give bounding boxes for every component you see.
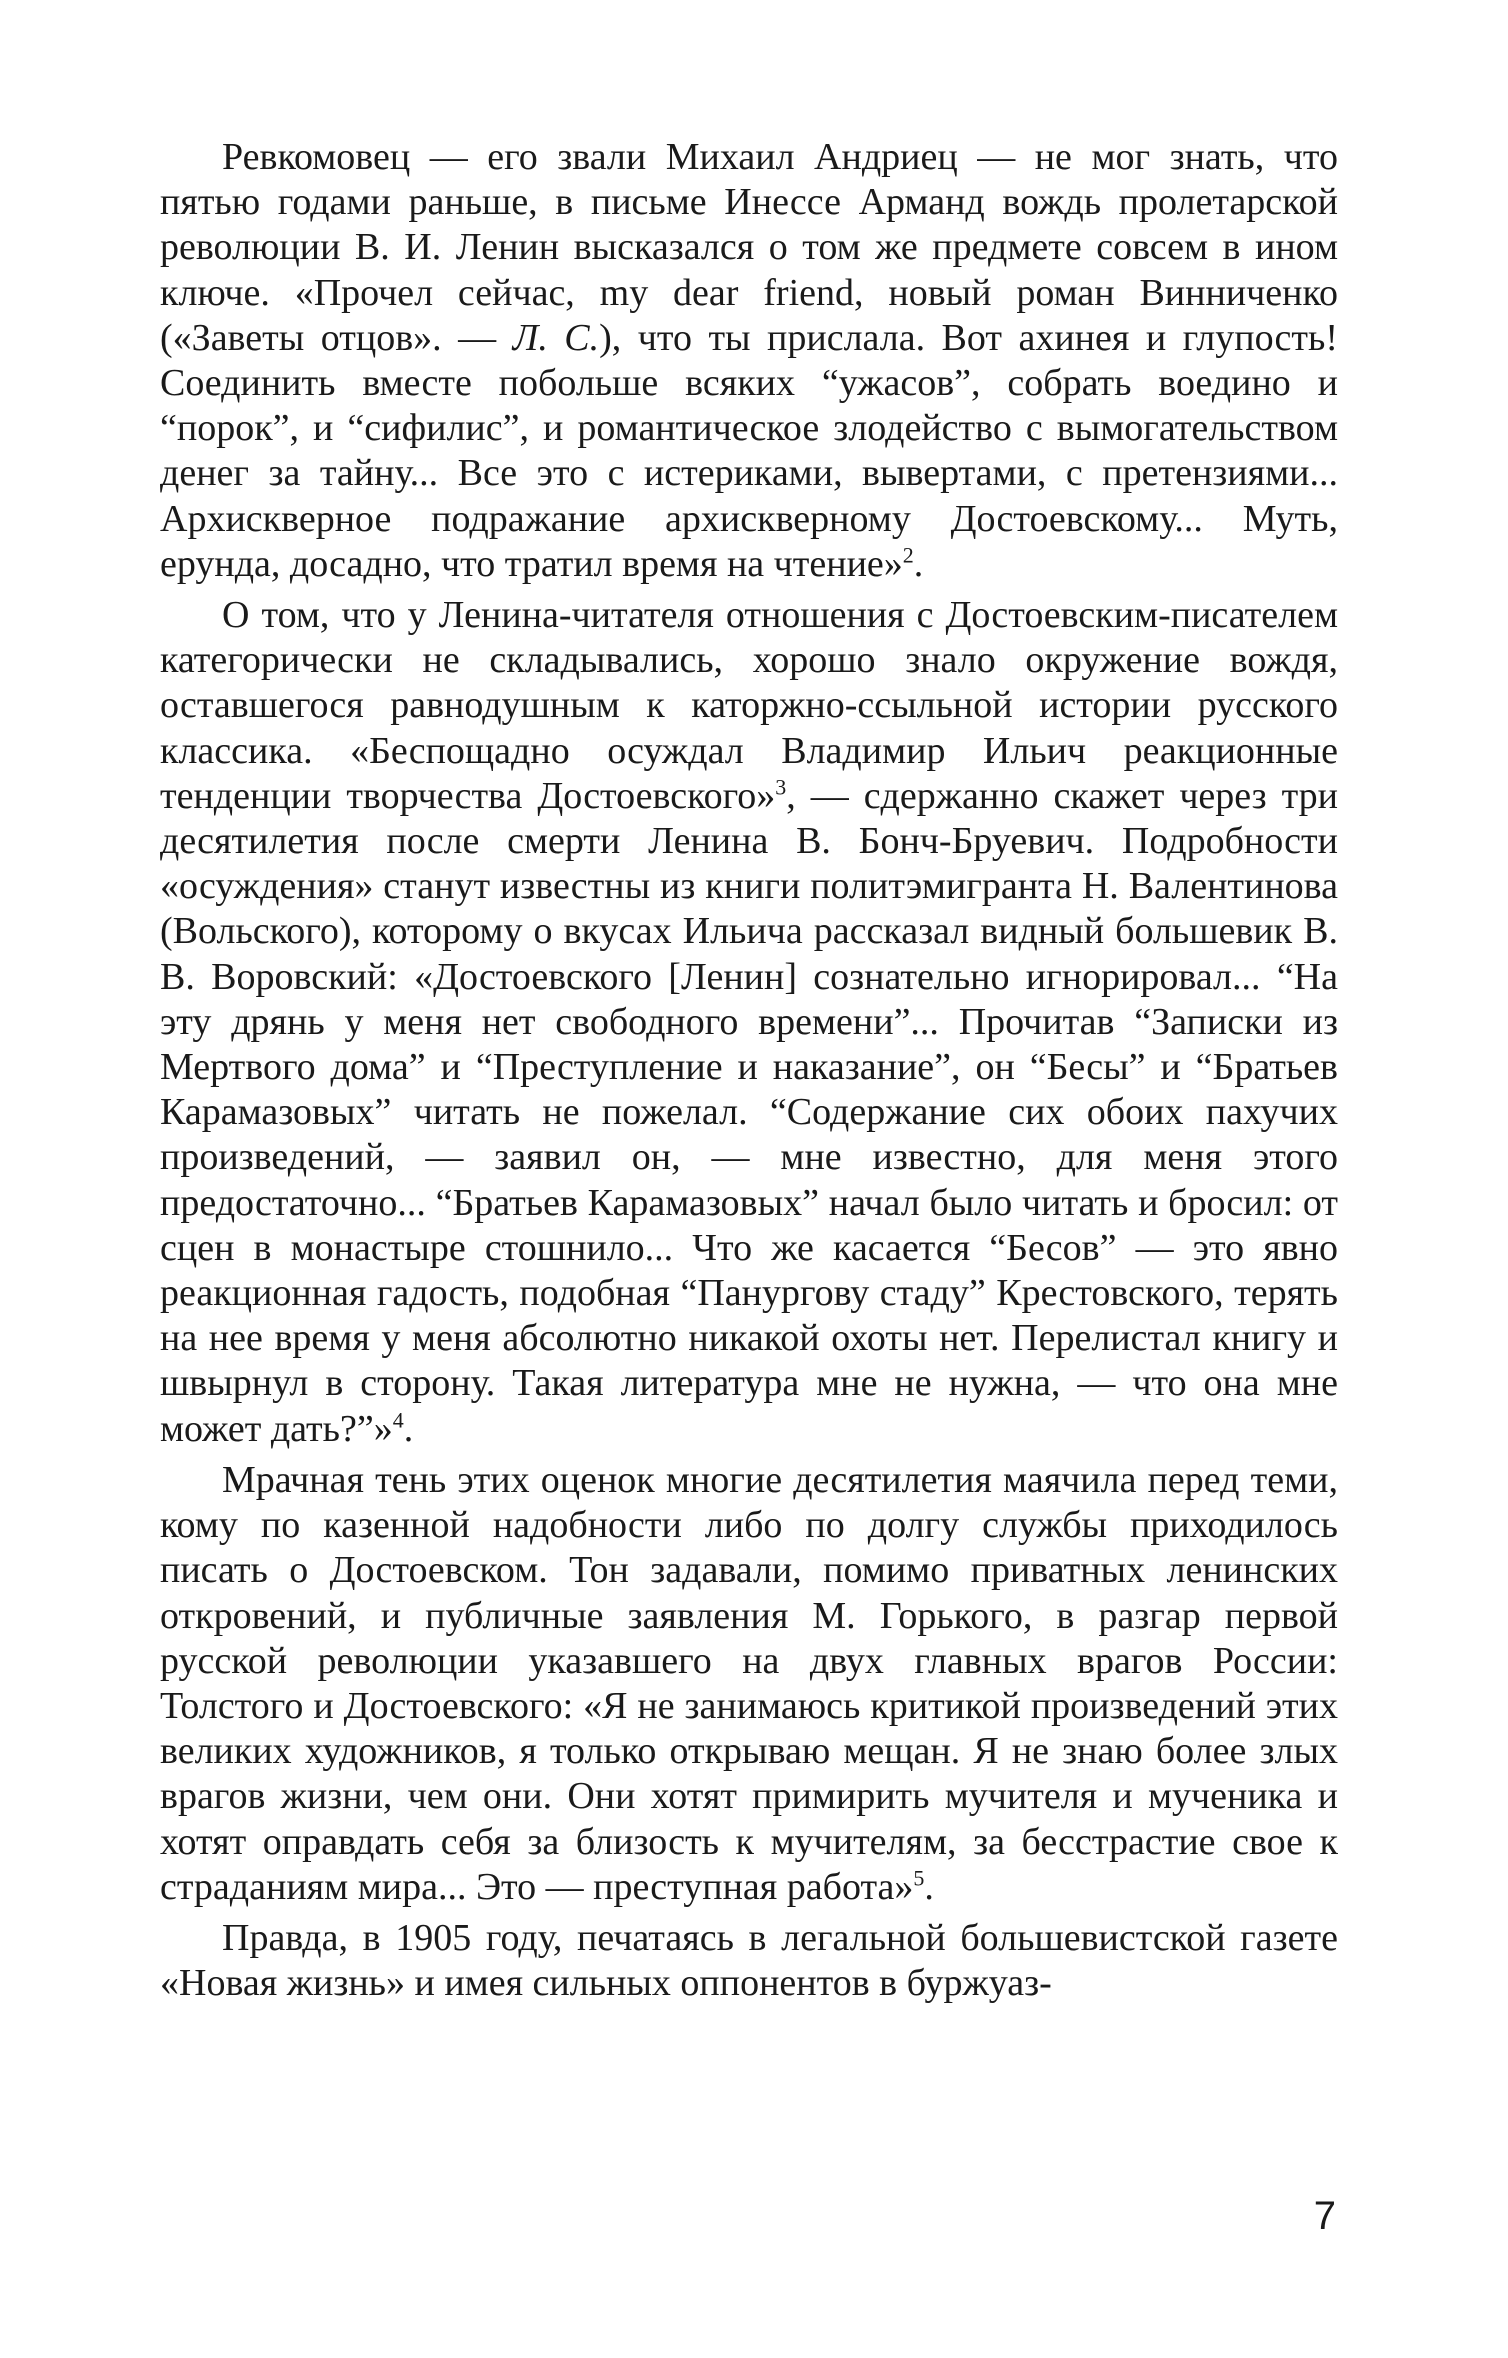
paragraph-1: Ревкомовец — его звали Михаил Андриец — не мог знать, что пятью годами раньше, в письме Инессе Арманд вождь пролетарской революции В. И. Ленин высказался о том же предмете совсем в ином ключе. «Прочел сейчас, my dear friend, новый роман Винниченко («Заветы отцов». — Л. С.), что ты прислала. Вот ахинея и глупость! Соединить вместе побольше всяких “ужасов”, собрать воедино и “порок”, и “сифилис”, и романтическое злодейство с вымогательством денег за тайну... Все это с истериками, вывертами, с претензиями... Архискверное подражание архискверному Достоевскому... Муть, ерунда, досадно, что тратил время на чтение»$^2$. — [160, 136, 1338, 585]
page-body — [160, 135, 1338, 2012]
paragraph-3: Мрачная тень этих оценок многие десятилетия маячила перед теми, кому по казенной надобности либо по долгу службы приходилось писать о Достоевском. Тон задавали, помимо приватных ленинских откровений, и публичные заявления М. Горького, в разгар первой русской революции указавшего на двух главных врагов России: Толстого и Достоевского: «Я не занимаюсь критикой произведений этих великих художников, я только открываю мещан. Я не знаю более злых врагов жизни, чем они. Они хотят примирить мучителя и мученика и хотят оправдать себя за близость к мучителям, за бесстрастие свое к страданиям мира... Это — преступная работа»$^5$. — [160, 1458, 1338, 1908]
page-number: 7 — [1313, 2194, 1336, 2238]
author-initials: Л. С. — [512, 316, 600, 359]
paragraph-2: О том, что у Ленина-читателя отношения с Достоевским-писателем категорически не складывались, хорошо знало окружение вождя, оставшегося равнодушным к каторжно-ссыльной истории русского классика. «Беспощадно осуждал Владимир Ильич реакционные тенденции творчества Достоевского»$^3$, — сдержанно скажет через три десятилетия после смерти Ленина В. Бонч-Бруевич. Подробности «осуждения» станут известны из книги политэмигранта Н. Валентинова (Вольского), которому о вкусах Ильича рассказал видный большевик В. В. Воровский: «Достоевского [Ленин] сознательно игнорировал... “На эту дрянь у меня нет свободного времени”... Прочитав “Записки из Мертвого дома” и “Преступление и наказание”, он “Бесы” и “Братьев Карамазовых” читать не пожелал. “Содержание сих обоих пахучих произведений, — заявил он, — мне известно, для меня этого предостаточно... “Братьев Карамазовых” начал было читать и бросил: от сцен в монастыре стошнило... Что же касается “Бесов” — это явно реакционная гадость, подобная “Панургову стаду” Крестовского, терять на нее время у меня абсолютно никакой охоты нет. Перелистал книгу и швырнул в сторону. Такая литература мне не нужна, — что она мне может дать?”»$^4$. — [160, 594, 1339, 1450]
paragraph-4: Правда, в 1905 году, печатаясь в легальной большевистской газете «Новая жизнь» и имея сильных оппонентов в буржуаз- — [160, 1916, 1338, 2005]
footnote-ref-4: 4 — [392, 1407, 404, 1433]
footnote-ref-2: 2 — [902, 542, 914, 568]
footnote-ref-3: 3 — [775, 774, 787, 800]
footnote-ref-5: 5 — [913, 1865, 925, 1891]
